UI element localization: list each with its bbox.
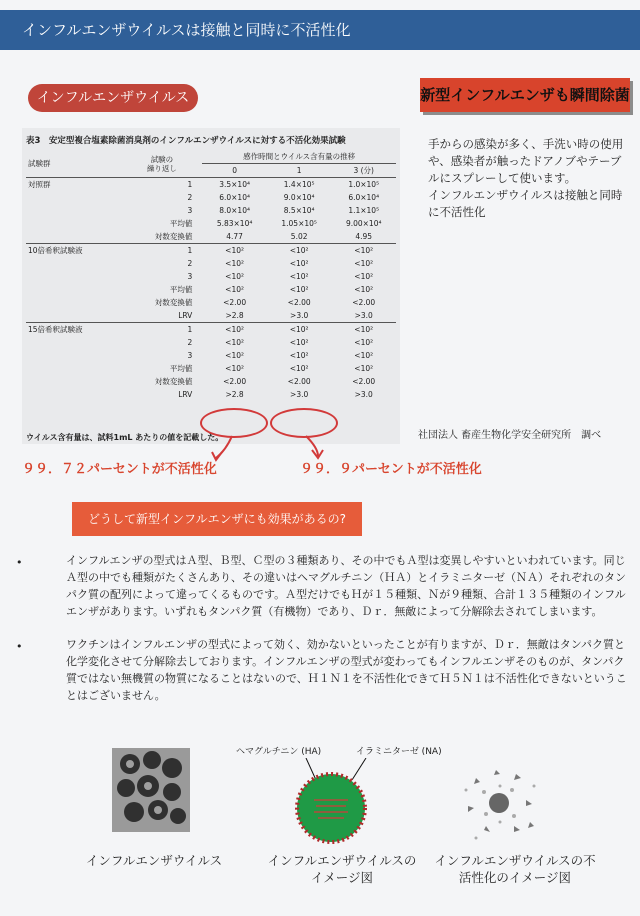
- cell-value: 9.00×10⁴: [345, 219, 382, 228]
- virus-diagram: [286, 758, 376, 848]
- cell-value: <10²: [202, 323, 267, 337]
- cell-value: <10²: [289, 272, 309, 281]
- cell-value: >2.8: [225, 390, 244, 399]
- group-name: 10倍希釈試験液: [26, 244, 122, 258]
- cell-value: 5.83×10⁴: [216, 219, 253, 228]
- time-col: 0: [202, 164, 267, 178]
- inactivated-virus-diagram: [456, 760, 542, 846]
- cell-value: <2.00: [352, 298, 376, 307]
- bullet-dot: •: [16, 640, 23, 653]
- cell-value: <10²: [354, 259, 374, 268]
- result-note-1: ９９．７２パーセントが不活性化: [22, 462, 217, 477]
- cell-value: <10²: [289, 338, 309, 347]
- side-text-effect: インフルエンザウイルスは接触と同時に不活性化: [428, 188, 623, 219]
- cell-value: <10²: [289, 364, 309, 373]
- caption-micrograph: インフルエンザウイルス: [85, 853, 223, 868]
- row-label: 対数変換値: [154, 298, 193, 307]
- group-name: 対照群: [28, 180, 51, 189]
- side-description: [428, 136, 624, 221]
- cell-value: <10²: [331, 323, 396, 337]
- caption-inactivated: インフルエンザウイルスの不活性化のイメージ図: [434, 853, 596, 885]
- cell-value: 1.1×10⁵: [348, 206, 380, 215]
- page-header: インフルエンザウイルスは接触と同時に不活性化: [0, 10, 640, 50]
- cell-value: <2.00: [223, 298, 247, 307]
- col-group-header: 試験群: [26, 150, 122, 178]
- cell-value: <10²: [202, 244, 267, 258]
- row-label: 1: [122, 323, 203, 337]
- cell-value: <2.00: [352, 377, 376, 386]
- cell-value: <2.00: [287, 377, 311, 386]
- cell-value: <10²: [354, 351, 374, 360]
- cell-value: <10²: [354, 272, 374, 281]
- cell-value: >3.0: [354, 311, 373, 320]
- row-label: 3: [187, 206, 193, 215]
- row-label: 2: [187, 193, 193, 202]
- question-heading: どうして新型インフルエンザにも効果があるの?: [72, 502, 362, 536]
- cell-value: <10²: [331, 244, 396, 258]
- ha-label: ヘマグルチニン (HA): [236, 747, 322, 757]
- bullet-dot: •: [16, 556, 23, 569]
- table-caption: 表3 安定型複合塩素除菌消臭剤のインフルエンザウイルスに対する不活化効果試験: [26, 136, 346, 146]
- result-note-2: ９９．９パーセントが不活性化: [300, 462, 482, 477]
- col-repeat-header: 試験の 繰り返し: [122, 150, 203, 178]
- cell-value: 1.05×10⁵: [281, 219, 317, 228]
- cell-value: 4.95: [355, 232, 373, 241]
- cell-value: 1.4×10⁵: [283, 180, 315, 189]
- row-label: 対数変換値: [154, 232, 193, 241]
- row-label: 1: [122, 244, 203, 258]
- row-label: 2: [187, 338, 193, 347]
- row-label: 平均値: [169, 285, 193, 294]
- row-label: LRV: [178, 390, 193, 399]
- section-title: インフルエンザウイルス: [28, 84, 198, 112]
- cell-value: <2.00: [287, 298, 311, 307]
- caption-virus-image: インフルエンザウイルスのイメージ図: [267, 853, 417, 885]
- cell-value: <10²: [289, 259, 309, 268]
- cell-value: 5.02: [290, 232, 308, 241]
- row-label: LRV: [178, 311, 193, 320]
- cell-value: <10²: [225, 272, 245, 281]
- cell-value: <10²: [225, 364, 245, 373]
- cell-value: <10²: [225, 351, 245, 360]
- col-time-header: 感作時間とウイルス含有量の推移: [202, 150, 396, 164]
- cell-value: <10²: [225, 338, 245, 347]
- cell-value: <10²: [354, 364, 374, 373]
- group-name: 15倍希釈試験液: [26, 323, 122, 337]
- row-label: 1: [187, 180, 193, 189]
- cell-value: <10²: [225, 285, 245, 294]
- source-credit: 社団法人 畜産生物化学安全研究所 調べ: [418, 430, 602, 441]
- arrow-line: [306, 436, 318, 456]
- cell-value: 8.5×10⁴: [283, 206, 315, 215]
- cell-value: <10²: [289, 351, 309, 360]
- paragraph-vaccine: ワクチンはインフルエンザの型式によって効く、効かないといったことが有りますが、Ｄｒ．無敵はタンパク質と化学変化させて分解除去しております。インフルエンザの型式が変わってもインフルエンザそのものが、タンパク質ではない無機質の物質になることはないので、Ｈ１Ｎ１を不活性化できてＨ５Ｎ１は不活性化できないということはございません。: [66, 638, 627, 702]
- side-text-usage: 手からの感染が多く、手洗い時の使用や、感染者が触ったドアノブやテーブルにスプレーして使います。: [428, 137, 624, 185]
- row-label: 2: [187, 259, 193, 268]
- cell-value: <2.00: [223, 377, 247, 386]
- cell-value: <10²: [354, 285, 374, 294]
- cell-value: <10²: [267, 244, 332, 258]
- cell-value: <10²: [225, 259, 245, 268]
- cell-value: 4.77: [226, 232, 243, 241]
- cell-value: 1.0×10⁵: [348, 180, 380, 189]
- row-label: 対数変換値: [154, 377, 193, 386]
- row-label: 平均値: [169, 219, 193, 228]
- cell-value: >3.0: [354, 390, 373, 399]
- cell-value: <10²: [354, 338, 374, 347]
- paragraph-types: インフルエンザの型式はＡ型、Ｂ型、Ｃ型の３種類あり、その中でもＡ型は変異しやすいといわれています。同じＡ型の中でも種類がたくさんあり、その違いはヘマグルチニン（ＨＡ）とイラミニターゼ（ＮＡ）それぞれのタンパク質の配列によって違ってくるものです。Ａ型だけでもＨが１５種類、Ｎが９種類、合計１３５種類のインフルエンザがあります。いずれもタンパク質（有機物）であり、Ｄｒ．無敵によって分解除去されてしまいます。: [66, 554, 627, 618]
- row-label: 3: [187, 272, 193, 281]
- cell-value: >3.0: [290, 311, 309, 320]
- arrow-line: [216, 436, 232, 458]
- time-col: 1: [267, 164, 332, 178]
- promo-banner: 新型インフルエンザも瞬間除菌: [420, 78, 630, 112]
- virus-micrograph: [112, 748, 190, 832]
- cell-value: 6.0×10⁴: [219, 193, 250, 202]
- cell-value: 8.0×10⁴: [219, 206, 250, 215]
- na-label: イラミニターゼ (NA): [356, 747, 442, 757]
- cell-value: <10²: [289, 285, 309, 294]
- cell-value: <10²: [267, 323, 332, 337]
- table-note: ウイルス含有量は、試料1mL あたりの値を記載した。: [26, 433, 224, 442]
- cell-value: 9.0×10⁴: [283, 193, 315, 202]
- cell-value: >2.8: [225, 311, 244, 320]
- time-col: 3 (分): [331, 164, 396, 178]
- cell-value: 6.0×10⁴: [348, 193, 380, 202]
- row-label: 平均値: [169, 364, 193, 373]
- cell-value: 3.5×10⁴: [219, 180, 250, 189]
- row-label: 3: [187, 351, 193, 360]
- cell-value: >3.0: [290, 390, 309, 399]
